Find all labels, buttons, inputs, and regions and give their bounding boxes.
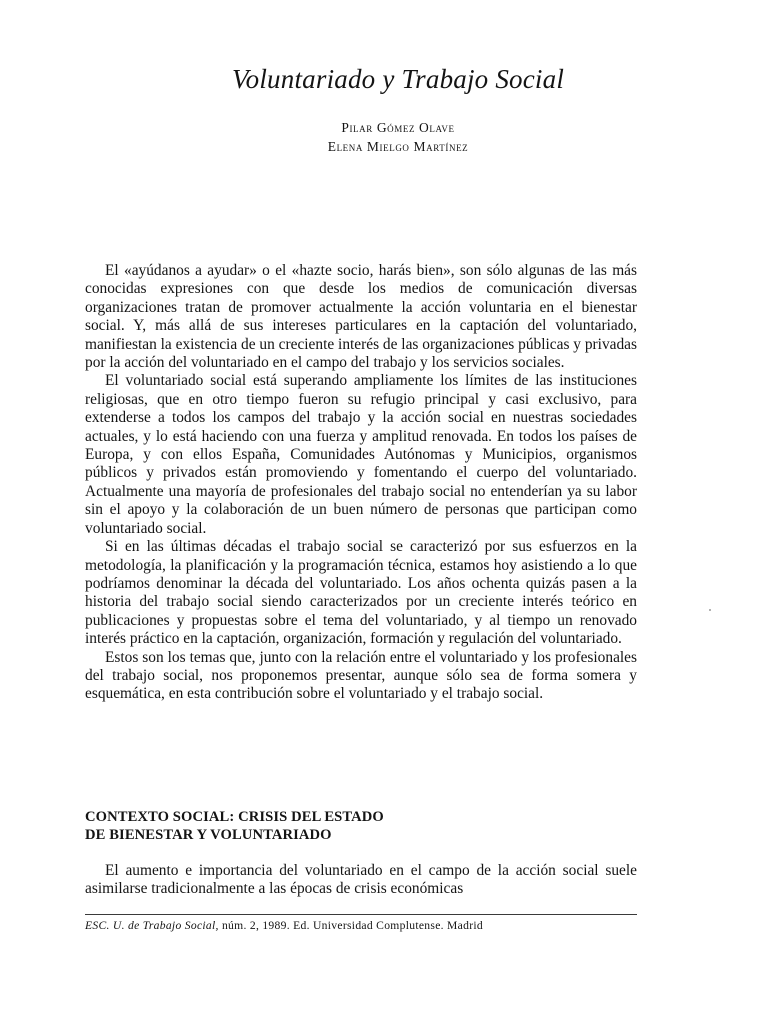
body-paragraph: Estos son los temas que, junto con la relación entre el voluntariado y los profesionales del trabajo social, nos proponemos presentar, aunque sólo sea de forma somera y esquemática, en esta contribución sobre el voluntariado y el trabajo social. [85,648,637,703]
article-title: Voluntariado y Trabajo Social [231,64,565,94]
body-paragraph: El voluntariado social está superando ampliamente los límites de las instituciones religiosas, que en otro tiempo fueron su refugio principal y casi exclusivo, para extenderse a todos los campos del trabajo y la acción social en nuestras sociedades actuales, y lo está haciendo con una fuerza y amplitud renovada. En todos los países de Europa, y con ellos España, Comunidades Autónomas y Municipios, organismos públicos y privados están promoviendo y fomentando el cuerpo del voluntariado. Actualmente una mayoría de profesionales del trabajo social no entenderían ya su labor sin el apoyo y la colaboración de un buen número de personas que participan como voluntariado social. [85,372,637,537]
author-name: Elena Mielgo Martínez [327,139,469,154]
body-paragraph: El aumento e importancia del voluntariado en el campo de la acción social suele asimilarse tradicionalmente a las épocas de crisis económicas [85,862,637,898]
section-heading-line: CONTEXTO SOCIAL: CRISIS DEL ESTADO [85,809,384,825]
journal-name: ESC. U. de Trabajo Social, [85,919,219,932]
body-paragraph: Si en las últimas décadas el trabajo social se caracterizó por sus esfuerzos en la metodología, la planificación y la programación técnica, estamos hoy asistiendo a lo que podríamos denominar la década del voluntariado. Los años ochenta quizás pasen a la historia del trabajo social siendo caracterizados por un creciente interés teórico en publicaciones y propuestas sobre el tema del voluntariado, y al tiempo un renovado interés práctico en la captación, organización, formación y regulación del voluntariado. [85,538,637,648]
section-body [85,862,637,899]
section-heading-line: DE BIENESTAR Y VOLUNTARIADO [85,827,332,843]
author-list [0,118,768,156]
scan-speck [709,609,711,611]
article-body [85,262,637,704]
author-name: Pilar Gómez Olave [341,120,455,135]
footer-divider [85,914,637,915]
section-heading [85,808,637,844]
page-footer [85,919,645,932]
publication-info: núm. 2, 1989. Ed. Universidad Complutense. Madrid [221,919,483,932]
body-paragraph: El «ayúdanos a ayudar» o el «hazte socio, harás bien», son sólo algunas de las más conocidas expresiones con que desde los medios de comunicación diversas organizaciones tratan de promover actualmente la acción voluntaria en el bienestar social. Y, más allá de sus intereses particulares en la captación del voluntariado, manifiestan la existencia de un creciente interés de las organizaciones públicas y privadas por la acción del voluntariado en el campo del trabajo y los servicios sociales. [85,262,637,372]
